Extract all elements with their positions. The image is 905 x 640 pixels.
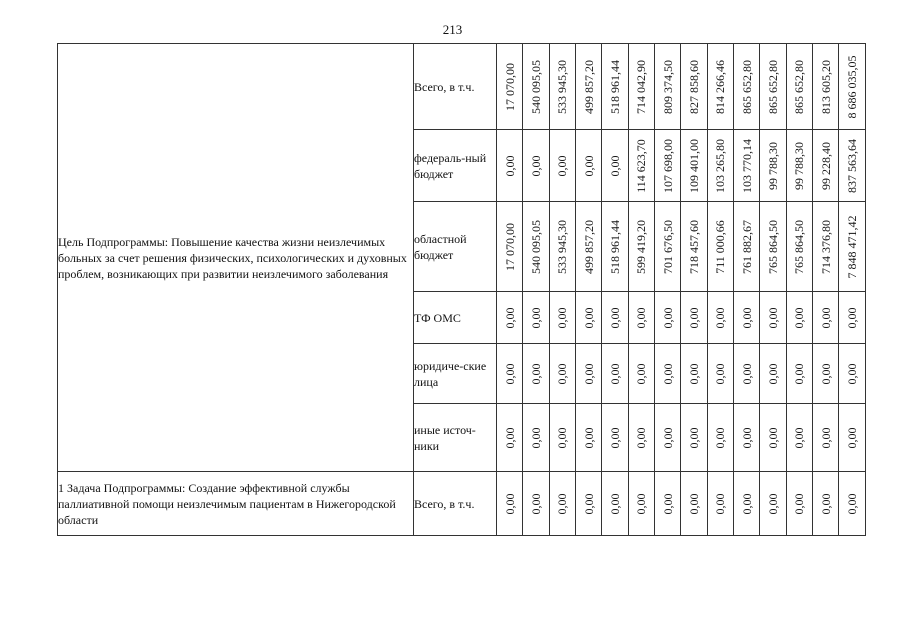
value-cell bbox=[681, 472, 707, 536]
value-cell bbox=[786, 130, 812, 202]
value-text: 99 788,30 bbox=[766, 141, 781, 190]
value-text: 865 652,80 bbox=[739, 59, 754, 114]
value-cell bbox=[576, 130, 602, 202]
value-cell bbox=[576, 202, 602, 292]
value-cell bbox=[786, 472, 812, 536]
value-cell bbox=[655, 472, 681, 536]
value-cell bbox=[628, 202, 654, 292]
value-cell bbox=[760, 344, 786, 404]
value-cell bbox=[813, 472, 839, 536]
value-cell bbox=[655, 404, 681, 472]
value-cell bbox=[839, 44, 866, 130]
value-cell bbox=[497, 292, 523, 344]
value-cell bbox=[813, 344, 839, 404]
funding-source-cell: юридиче-ские лица bbox=[414, 344, 497, 404]
value-text: 0,00 bbox=[739, 493, 754, 514]
value-text: 0,00 bbox=[766, 307, 781, 328]
value-text: 499 857,20 bbox=[581, 219, 596, 274]
value-text: 0,00 bbox=[581, 307, 596, 328]
value-text: 0,00 bbox=[818, 307, 833, 328]
value-cell bbox=[681, 44, 707, 130]
value-text: 103 770,14 bbox=[739, 138, 754, 193]
value-text: 7 848 471,42 bbox=[845, 215, 860, 278]
value-cell bbox=[628, 472, 654, 536]
value-text: 540 095,05 bbox=[529, 219, 544, 274]
value-text: 0,00 bbox=[792, 363, 807, 384]
value-text: 0,00 bbox=[529, 493, 544, 514]
value-text: 499 857,20 bbox=[581, 59, 596, 114]
value-text: 0,00 bbox=[581, 155, 596, 176]
value-text: 0,00 bbox=[555, 363, 570, 384]
value-text: 0,00 bbox=[792, 493, 807, 514]
value-cell bbox=[734, 292, 760, 344]
value-text: 0,00 bbox=[766, 363, 781, 384]
value-text: 837 563,64 bbox=[845, 138, 860, 193]
value-cell bbox=[655, 202, 681, 292]
value-text: 0,00 bbox=[845, 493, 860, 514]
value-cell bbox=[813, 130, 839, 202]
value-cell bbox=[523, 344, 549, 404]
goal-cell: Цель Подпрограммы: Повышение качества жизни неизлечимых больных за счет решения физических, психологических и духовных проблем, возникающих при развитии неизлечимого заболевания bbox=[58, 44, 414, 472]
value-text: 0,00 bbox=[660, 427, 675, 448]
value-cell bbox=[707, 202, 733, 292]
value-text: 0,00 bbox=[766, 427, 781, 448]
value-text: 0,00 bbox=[845, 363, 860, 384]
value-cell bbox=[549, 404, 575, 472]
value-text: 540 095,05 bbox=[529, 59, 544, 114]
page-number: 213 bbox=[442, 22, 463, 37]
value-text: 0,00 bbox=[766, 493, 781, 514]
value-text: 109 401,00 bbox=[687, 138, 702, 193]
value-text: 0,00 bbox=[608, 307, 623, 328]
value-text: 0,00 bbox=[502, 493, 517, 514]
value-text: 533 945,30 bbox=[555, 59, 570, 114]
value-cell bbox=[523, 202, 549, 292]
value-text: 865 652,80 bbox=[792, 59, 807, 114]
value-cell bbox=[497, 202, 523, 292]
value-text: 99 788,30 bbox=[792, 141, 807, 190]
value-text: 0,00 bbox=[634, 307, 649, 328]
value-text: 0,00 bbox=[660, 307, 675, 328]
value-cell bbox=[497, 344, 523, 404]
value-text: 0,00 bbox=[555, 307, 570, 328]
value-text: 533 945,30 bbox=[555, 219, 570, 274]
value-cell bbox=[655, 130, 681, 202]
value-cell bbox=[813, 202, 839, 292]
value-cell bbox=[760, 202, 786, 292]
value-text: 0,00 bbox=[792, 307, 807, 328]
value-text: 17 070,00 bbox=[502, 62, 517, 111]
value-cell bbox=[734, 130, 760, 202]
value-cell bbox=[786, 292, 812, 344]
funding-source-cell: ТФ ОМС bbox=[414, 292, 497, 344]
value-cell bbox=[602, 130, 628, 202]
value-cell bbox=[628, 404, 654, 472]
value-text: 0,00 bbox=[739, 363, 754, 384]
value-cell bbox=[681, 404, 707, 472]
value-text: 0,00 bbox=[687, 363, 702, 384]
value-text: 0,00 bbox=[581, 493, 596, 514]
funding-source-cell: иные источ-ники bbox=[414, 404, 497, 472]
value-text: 518 961,44 bbox=[608, 59, 623, 114]
value-text: 0,00 bbox=[687, 493, 702, 514]
value-text: 0,00 bbox=[818, 493, 833, 514]
value-text: 765 864,50 bbox=[792, 219, 807, 274]
value-cell bbox=[523, 130, 549, 202]
value-cell bbox=[549, 202, 575, 292]
value-cell bbox=[497, 130, 523, 202]
value-cell bbox=[523, 404, 549, 472]
value-text: 0,00 bbox=[608, 155, 623, 176]
value-text: 0,00 bbox=[634, 427, 649, 448]
value-cell bbox=[734, 344, 760, 404]
value-cell bbox=[602, 292, 628, 344]
value-cell bbox=[655, 292, 681, 344]
value-cell bbox=[734, 404, 760, 472]
value-cell bbox=[839, 130, 866, 202]
value-cell bbox=[576, 472, 602, 536]
value-cell bbox=[523, 44, 549, 130]
value-text: 0,00 bbox=[634, 363, 649, 384]
value-cell bbox=[523, 292, 549, 344]
value-cell bbox=[734, 472, 760, 536]
budget-table bbox=[57, 43, 866, 536]
value-text: 0,00 bbox=[555, 493, 570, 514]
value-text: 0,00 bbox=[502, 155, 517, 176]
value-text: 0,00 bbox=[792, 427, 807, 448]
value-text: 0,00 bbox=[713, 363, 728, 384]
value-text: 0,00 bbox=[713, 427, 728, 448]
value-cell bbox=[786, 44, 812, 130]
funding-source-cell: областной бюджет bbox=[414, 202, 497, 292]
value-text: 99 228,40 bbox=[818, 141, 833, 190]
value-text: 0,00 bbox=[687, 427, 702, 448]
value-cell bbox=[707, 44, 733, 130]
value-text: 0,00 bbox=[687, 307, 702, 328]
value-cell bbox=[602, 472, 628, 536]
value-text: 0,00 bbox=[660, 493, 675, 514]
value-text: 0,00 bbox=[608, 363, 623, 384]
value-text: 865 652,80 bbox=[766, 59, 781, 114]
value-text: 701 676,50 bbox=[660, 219, 675, 274]
value-cell bbox=[786, 404, 812, 472]
value-text: 8 686 035,05 bbox=[845, 55, 860, 118]
value-text: 0,00 bbox=[502, 307, 517, 328]
value-text: 0,00 bbox=[502, 427, 517, 448]
value-cell bbox=[655, 44, 681, 130]
value-text: 0,00 bbox=[608, 427, 623, 448]
value-cell bbox=[813, 44, 839, 130]
value-text: 714 042,90 bbox=[634, 59, 649, 114]
value-cell bbox=[497, 472, 523, 536]
value-cell bbox=[576, 404, 602, 472]
value-cell bbox=[839, 472, 866, 536]
value-text: 809 374,50 bbox=[660, 59, 675, 114]
value-cell bbox=[576, 344, 602, 404]
value-text: 0,00 bbox=[502, 363, 517, 384]
value-cell bbox=[839, 344, 866, 404]
value-text: 0,00 bbox=[581, 427, 596, 448]
value-text: 714 376,80 bbox=[818, 219, 833, 274]
value-cell bbox=[707, 404, 733, 472]
value-cell bbox=[549, 292, 575, 344]
task-row bbox=[58, 472, 866, 536]
value-cell bbox=[707, 344, 733, 404]
value-text: 599 419,20 bbox=[634, 219, 649, 274]
value-cell bbox=[707, 472, 733, 536]
value-cell bbox=[681, 292, 707, 344]
value-cell bbox=[523, 472, 549, 536]
value-cell bbox=[549, 344, 575, 404]
value-cell bbox=[839, 202, 866, 292]
value-cell bbox=[813, 292, 839, 344]
value-cell bbox=[628, 292, 654, 344]
value-cell bbox=[497, 404, 523, 472]
value-cell bbox=[786, 202, 812, 292]
value-text: 0,00 bbox=[818, 427, 833, 448]
value-cell bbox=[497, 44, 523, 130]
value-cell bbox=[602, 44, 628, 130]
value-text: 0,00 bbox=[581, 363, 596, 384]
funding-source-cell: федераль-ный бюджет bbox=[414, 130, 497, 202]
value-text: 0,00 bbox=[608, 493, 623, 514]
value-cell bbox=[628, 44, 654, 130]
value-cell bbox=[602, 344, 628, 404]
value-cell bbox=[839, 292, 866, 344]
value-text: 0,00 bbox=[713, 307, 728, 328]
value-text: 827 858,60 bbox=[687, 59, 702, 114]
value-cell bbox=[760, 44, 786, 130]
value-cell bbox=[786, 344, 812, 404]
value-text: 0,00 bbox=[555, 427, 570, 448]
value-text: 0,00 bbox=[818, 363, 833, 384]
value-text: 0,00 bbox=[660, 363, 675, 384]
funding-source-cell: Всего, в т.ч. bbox=[414, 472, 497, 536]
value-text: 813 605,20 bbox=[818, 59, 833, 114]
value-cell bbox=[760, 292, 786, 344]
value-cell bbox=[549, 44, 575, 130]
value-cell bbox=[681, 344, 707, 404]
table-row bbox=[58, 44, 866, 130]
value-cell bbox=[655, 344, 681, 404]
value-text: 17 070,00 bbox=[502, 222, 517, 271]
value-cell bbox=[576, 292, 602, 344]
value-cell bbox=[681, 202, 707, 292]
value-cell bbox=[760, 472, 786, 536]
value-text: 518 961,44 bbox=[608, 219, 623, 274]
value-cell bbox=[707, 292, 733, 344]
value-cell bbox=[681, 130, 707, 202]
value-text: 0,00 bbox=[713, 493, 728, 514]
value-text: 0,00 bbox=[845, 427, 860, 448]
value-text: 711 000,66 bbox=[713, 219, 728, 274]
value-cell bbox=[707, 130, 733, 202]
funding-source-cell: Всего, в т.ч. bbox=[414, 44, 497, 130]
value-cell bbox=[839, 404, 866, 472]
value-cell bbox=[602, 202, 628, 292]
value-text: 107 698,00 bbox=[660, 138, 675, 193]
value-cell bbox=[628, 130, 654, 202]
value-text: 0,00 bbox=[529, 307, 544, 328]
value-cell bbox=[760, 404, 786, 472]
value-cell bbox=[576, 44, 602, 130]
value-cell bbox=[813, 404, 839, 472]
value-text: 0,00 bbox=[634, 493, 649, 514]
value-cell bbox=[734, 44, 760, 130]
value-cell bbox=[602, 404, 628, 472]
value-cell bbox=[549, 472, 575, 536]
value-text: 114 623,70 bbox=[634, 138, 649, 193]
value-text: 0,00 bbox=[739, 427, 754, 448]
value-text: 0,00 bbox=[529, 363, 544, 384]
value-text: 718 457,60 bbox=[687, 219, 702, 274]
value-text: 0,00 bbox=[529, 427, 544, 448]
value-text: 103 265,80 bbox=[713, 138, 728, 193]
value-text: 814 266,46 bbox=[713, 59, 728, 114]
value-text: 761 882,67 bbox=[739, 219, 754, 274]
value-text: 0,00 bbox=[529, 155, 544, 176]
value-cell bbox=[549, 130, 575, 202]
value-text: 0,00 bbox=[555, 155, 570, 176]
value-cell bbox=[734, 202, 760, 292]
value-cell bbox=[628, 344, 654, 404]
value-cell bbox=[760, 130, 786, 202]
value-text: 765 864,50 bbox=[766, 219, 781, 274]
task-cell: 1 Задача Подпрограммы: Создание эффективной службы паллиативной помощи неизлечимым пациентам в Нижегородской области bbox=[58, 472, 414, 536]
value-text: 0,00 bbox=[845, 307, 860, 328]
value-text: 0,00 bbox=[739, 307, 754, 328]
